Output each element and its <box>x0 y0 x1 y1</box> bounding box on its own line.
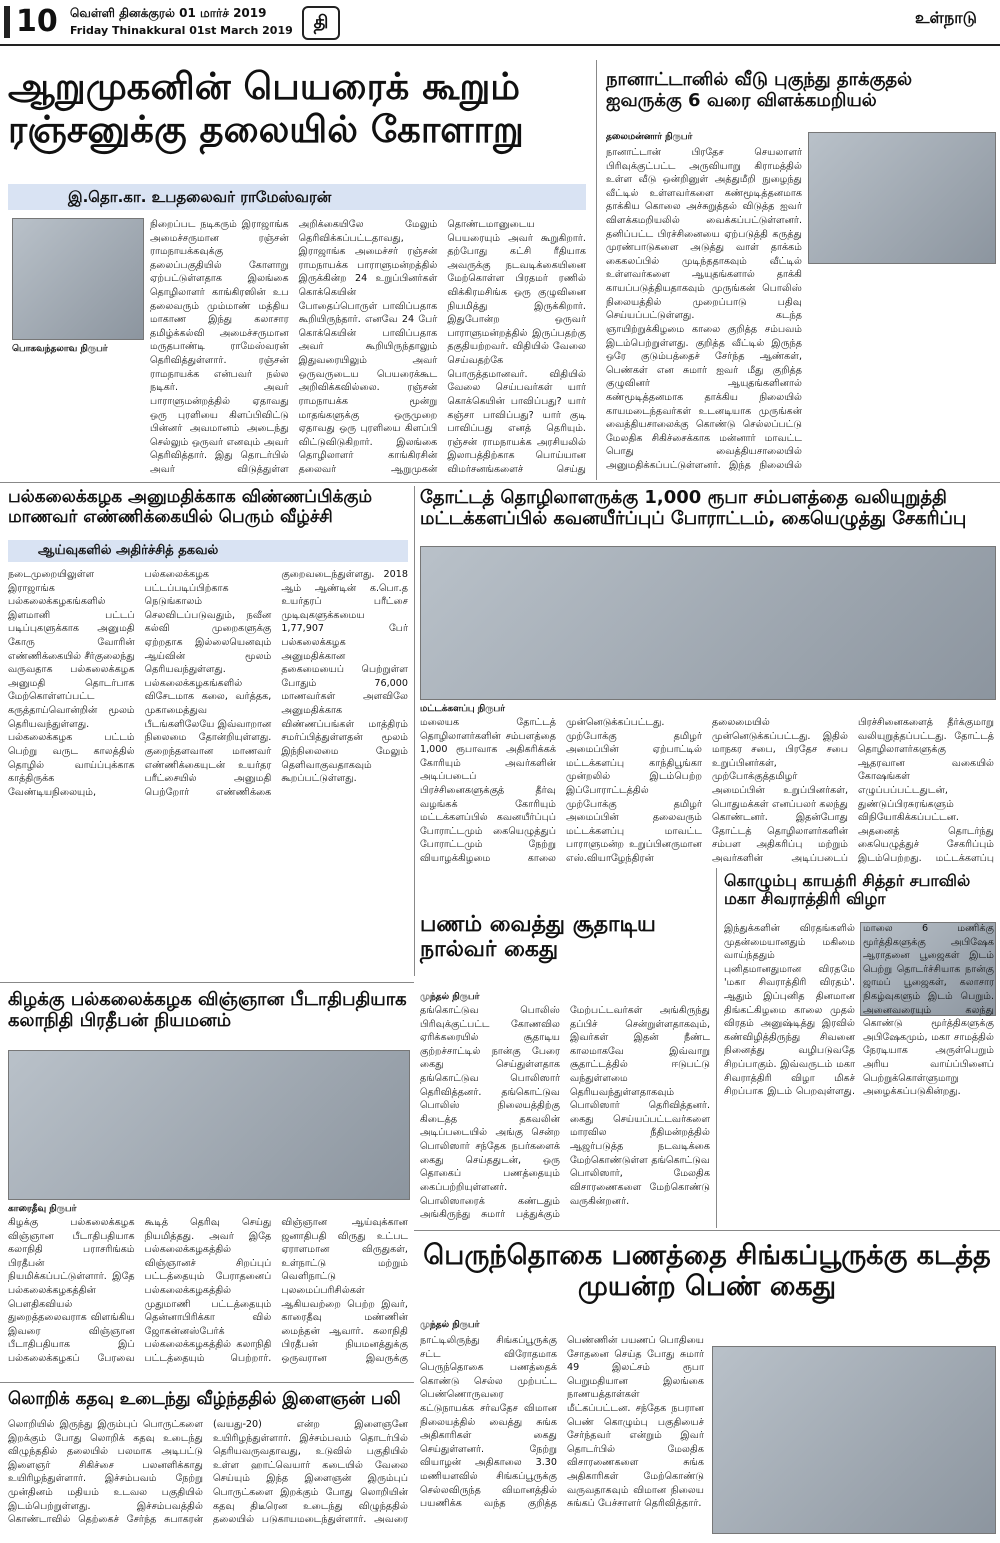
article-9-byline: முந்தல் நிருபர் <box>420 1320 480 1330</box>
article-4-body: மலையக தோட்டத் தொழிலாளர்களின் சம்பளத்தை 1,000 ரூபாவாக அதிகரிக்கக் கோரியும் அவர்களின் அடிப்படைப் பிரச்சினைகளுக்குத் தீர்வு வழங்கக் கோரியும் மட்டக்களப்பில் கவனயீர்ப்புப் போராட்டமும் கையெழுத்துப் போராட்டமும் நேற்று வியாழக்கிழமை காலை முன்னெடுக்கப்பட்டது. முற்போக்கு தமிழர் அமைப்பின் ஏற்பாட்டில் மட்டக்களப்பு காந்திபூங்கா முன்றலில் இடம்பெற்ற இப்போராட்டத்தில் முற்போக்கு தமிழர் அமைப்பின் தலைவரும் மட்டக்களப்பு மாவட்ட பாராளுமன்ற உறுப்பினருமான எஸ்.வியாழேந்திரன் தலைமையில் முன்னெடுக்கப்பட்டது. இதில் மாநகர சபை, பிரதேச சபை உறுப்பினர்கள், முற்போக்குத்தமிழர் அமைப்பின் உறுப்பினர்கள், பொதுமக்கள் எனப்பலர் கலந்து கொண்டனர். இதன்போது தோட்டத் தொழிலாளர்களின் சம்பள அதிகரிப்பு மற்றும் அவர்களின் அடிப்படைப் பிரச்சினைகளைத் தீர்க்குமாறு வலியுறுத்தப்பட்டது. தோட்டத் தொழிலாளர்களுக்கு ஆதரவான வகையில் கோஷங்கள் எழுப்பப்பட்டதுடன், துண்டுப்பிரசுரங்களும் விநியோகிக்கப்பட்டன. அதனைத் தொடர்ந்து கையெழுத்துச் சேகரிப்பும் இடம்பெற்றது. மட்டக்களப்பு <box>420 717 994 865</box>
article-1-headline: ஆறுமுகனின் பெயரைக் கூறும் ரஞ்சனுக்கு தலையில் கோளாறு <box>8 65 524 151</box>
article-2-headline: நானாட்டானில் வீடு புகுந்து தாக்குதல் ஐவருக்கு 6 வரை விளக்கமறியல் <box>606 69 913 111</box>
divider <box>414 486 415 976</box>
divider <box>0 982 414 983</box>
article-7-headline: கிழக்கு பல்கலைக்கழக விஞ்ஞான பீடாதிபதியாக கலாநிதி பிரதீபன் நியமனம் <box>8 989 407 1031</box>
article-5-body: தங்கொட்டுவ பொலிஸ் பிரிவுக்குட்பட்ட கோணவில ஏரிக்கரையில் சூதாடிய குற்றச்சாட்டில் நான்கு பேரை கைது செய்துள்ளதாக தங்கொட்டுவ பொலிஸார் தெரிவித்தனர். தங்கொட்டுவ பொலிஸ் நிலையத்திற்கு கிடைத்த தகவலின் அடிப்படையில் அங்கு சென்ற பொலிஸார் சந்தேக நபர்களைக் கைது செய்ததுடன், ஒரு தொகைப் பணத்தையும் கைப்பற்றியுள்ளனர். பொலிஸாரைக் கண்டதும் அங்கிருந்து சுமார் பத்துக்கும் மேற்பட்டவர்கள் அங்கிருந்து தப்பிச் சென்றுள்ளதாகவும், இவர்கள் இதன் நீண்ட காலமாகவே இவ்வாறு சூதாட்டத்தில் ஈடுபட்டு வந்துள்ளமை தெரியவந்துள்ளதாகவும் பொலிஸார் தெரிவித்தனர். கைது செய்யப்பட்டவர்களை மாரவில நீதிமன்றத்தில் ஆஜர்படுத்த நடவடிக்கை மேற்கொண்டுள்ள தங்கொட்டுவ பொலிஸார், மேலதிக விசாரணைகளை மேற்கொண்டு வருகின்றனர். <box>420 1005 710 1221</box>
article-6-body: இந்துக்களின் விரதங்களில் முதன்மையானதும் மகிமை வாய்ந்ததும் புனிதமானதுமான விரதமே 'மகா சிவராத்திரி விரதம்'. ஆதும் இப்புனித தினமான திங்கட்கிழமை காலை முதல் விரதம் அனுஷ்டித்து இரவில் கண்விழித்திருந்து சிவனை நினைத்து வழிபடுவதே சிறப்பாகும். இவ்வருடம் மகா சிவராத்திரி விழா மிகச் சிறப்பாக இடம் பெறவுள்ளது. மாலை 6 மணிக்கு மூர்த்திகளுக்கு அபிஷேக ஆராதனை பூஜைகள் இடம் பெற்று தொடர்ச்சியாக நான்கு ஜாமப் பூஜைகள், கலாசார நிகழ்வுகளும் இடம் பெறும். அனைவரையும் கலந்து கொண்டு மூர்த்திகளுக்கு அபிஷேகமும், மகா சாமத்தில் நேரடியாக அருள்பெறும் அரிய வாய்ப்பினைப் பெற்றுக்கொள்ளுமாறு அழைக்கப்படுகின்றது. <box>724 923 994 1098</box>
article-9-photo-customs <box>712 1346 996 1534</box>
article-9-body: நாட்டிலிருந்து சிங்கப்பூருக்கு சட்ட விரோதமாக பெருந்தொகை பணத்தைக் கொண்டு செல்ல முற்பட்ட பெண்ணொருவரை கட்டுநாயக்க சர்வதேச விமான நிலையத்தில் வைத்து சுங்க அதிகாரிகள் கைது செய்துள்ளனர். நேற்று வியாழன் அதிகாலை 3.30 மணியளவில் சிங்கப்பூருக்கு செல்லவிருந்த விமானத்தில் பயணிக்க வந்த குறித்த பெண்ணின் பயணப் பொதியை சோதனை செய்த போது சுமார் 49 இலட்சம் ரூபா பெறுமதியான இலங்கை நாணயத்தாள்கள் மீட்கப்பட்டன. சந்தேக நபரான பெண் கொழும்பு பகுதியைச் சேர்ந்தவர் என்றும் இவர் தொடர்பில் மேலதிக விசாரணைகளை சுங்க அதிகாரிகள் மேற்கொண்டு வருவதாகவும் விமான நிலைய சுங்கப் பேச்சாளர் தெரிவித்தார். <box>420 1335 704 1510</box>
article-7-byline: காரைதீவு நிருபர் <box>8 1204 77 1214</box>
masthead-date-tamil: வெள்ளி தினக்குரல் 01 மார்ச் 2019 <box>70 6 267 20</box>
article-4-photo-protest <box>420 546 996 700</box>
divider <box>414 1230 1000 1231</box>
page-number: 10 <box>16 4 58 39</box>
article-5-byline: முந்தல் நிருபர் <box>420 992 480 1002</box>
masthead-date-english: Friday Thinakkural 01st March 2019 <box>70 24 293 37</box>
section-name: உள்நாடு <box>915 8 977 27</box>
article-7-body: கிழக்கு பல்கலைக்கழக விஞ்ஞான பீடாதிபதியாக கலாநிதி பராசரிங்கம் பிரதீபன் நியமிக்கப்பட்டுள்ளார். இதே பல்கலைக்கழகத்தின் பௌதிகவியல் துறைத்தலைவராக விளங்கிய இவரை விஞ்ஞான பீடாதிபதியாக இப் பல்கலைக்கழகப் பேரவை கூடித் தெரிவு செய்து நியமித்தது. அவர் இதே பல்கலைக்கழகத்தில் விஞ்ஞானச் சிறப்புப் பட்டத்தையும் பேராதனைப் பல்கலைக்கழகத்தில் முதுமாணி பட்டத்தையும் தென்னாபிரிக்கா வில் ஜோகன்னஸ்பேர்க் பல்கலைக்கழகத்தில் கலாநிதி பட்டத்தையும் பெற்றார். விஞ்ஞான ஆய்வுக்கான ஜனாதிபதி விருது உட்பட ஏராளமான விருதுகள், உள்நாட்டு மற்றும் வெளிநாட்டு புலமைப்பரிசில்கள் ஆகியவற்றை பெற்ற இவர், காரைதீவு மண்ணின் மைந்தன் ஆவார். கலாநிதி பிரதீபன் நியமனத்துக்கு ஒருவரான இவருக்கு <box>8 1217 408 1365</box>
divider <box>0 482 1000 483</box>
article-1-subhead: இ.தொ.கா. உபதலைவர் ராமேஸ்வரன் <box>8 184 586 210</box>
article-2-body: நானாட்டான் பிரதேச செயலாளர் பிரிவுக்குட்பட்ட அருவியாறு கிராமத்தில் உள்ள வீடு ஒன்றினுள் அத்துமீறி நுழைந்து வீட்டில் உள்ளவர்களை கண்மூடித்தனமாக தாக்கிய கொலை அச்சுறுத்தல் விடுத்த ஐவர் விளக்கமறியலில் வைக்கப்பட்டுள்ளனர். தனிப்பட்ட பிரச்சினையை ஏற்படுத்தி கருத்து முரண்பாடுகளை அடுத்து வாள் தாக்கம் கைகலப்பில் முடிந்ததாகவும் வீட்டில் உள்ளவர்களை ஆயுதங்களால் தாக்கி காயப்படுத்தியதாகவும் முருங்கன் பொலிஸ் நிலையத்தில் முறைப்பாடு பதிவு செய்யப்பட்டுள்ளது. கடந்த ஞாயிற்றுக்கிழமை காலை குறித்த சம்பவம் இடம்பெற்றுள்ளது. குறித்த வீட்டில் இருந்த ஒரே குடும்பத்தைச் சேர்ந்த ஆண்கள், பெண்கள் என சுமார் ஐவர் மீது குறித்த குழுவினர் ஆயுதங்களினால் கண்மூடித்தனமாக தாக்கிய நிலையில் காயமடைந்தவர்கள் உடனடியாக முருங்கன் வைத்தியசாலைக்கு கொண்டு செல்லப்பட்டு மேலதிக சிகிச்சைக்காக மன்னார் மாவட்ட பொது வைத்தியசாலையில் அனுமதிக்கப்பட்டுள்ளனர். இந்த நிலையில் <box>606 147 802 472</box>
divider <box>596 60 597 480</box>
article-2-photo-police-station <box>808 132 996 264</box>
article-3-body: நடைமுறையிலுள்ள இராஜாங்க பல்கலைக்கழகங்களில் இளமானி பட்டப் படிப்புகளுக்காக அனுமதி கோரு வோரின் எண்ணிக்கையில் சீர்குலைந்து வருவதாக பல்கலைக்கழக அனுமதி தொடர்பாக மேற்கொள்ளப்பட்ட கருத்தாய்வொன்றின் மூலம் தெரியவந்துள்ளது. பல்கலைக்கழக பட்டம் பெற்று வருட காலத்தில் தொழில் வாய்ப்புக்காக காத்திருக்க வேண்டியநிலையும், பல்கலைக்கழக பட்டப்படிப்பிற்காக நெடுங்காலம் செலவிடப்படுவதும், நவீன கல்வி முறைகளுக்கு ஏற்றதாக இல்லையெனவும் ஆய்வின் மூலம் தெரியவந்துள்ளது. பல்கலைக்கழகங்களில் விசேடமாக கலை, வர்த்தக, முகாமைத்துவ பீடங்களிலேயே இவ்வாறான நிலைமை தோன்றியுள்ளது. குறைந்தளவான மாணவர் எண்ணிக்கையுடன் உயர்தர பரீட்சையில் அனுமதி பெற்றோர் எண்ணிக்கை குறைவடைந்துள்ளது. 2018 ஆம் ஆண்டின் க.பொ.த உயர்தரப் பரீட்சை முடிவுகளுக்கமைய 1,77,907 பேர் பல்கலைக்கழக அனுமதிக்கான தகைமையைப் பெற்றுள்ள போதும் 76,000 மாணவர்கள் அளவிலே அனுமதிக்காக விண்ணப்பங்கள் மாத்திரம் சமர்ப்பித்துள்ளதன் மூலம் இந்நிலைமை மேலும் தெளிவாகுவதாகவும் கூறப்பட்டுள்ளது. <box>8 569 408 798</box>
article-6-headline: கொழும்பு காயத்ரி சித்தர் சபாவில் மகா சிவராத்திரி விழா <box>724 871 971 909</box>
article-7-photo-group <box>8 1050 410 1200</box>
article-1-body: நிறைப்பட நடிகரும் இராஜாங்க அமைச்சருமான ரஞ்சன் ராமநாயக்கவுக்கு தலைப்பகுதியில் கோளாறு ஏற்பட்டுள்ளதாக இலங்கை தொழிலாளர் காங்கிரஸின் உப தலைவரும் மும்மாண் மத்திய மாகாண இந்து கலாசார தமிழ்க்கல்வி அமைச்சருமான மருதபாண்டி ராமேஸ்வரன் தெரிவித்துள்ளார். ரஞ்சன் ராமநாயக்க என்பவர் நல்ல நடிகர். அவர் பாராளுமன்றத்தில் ஏதாவது ஒரு புரளியை கிளப்பிவிட்டு பின்னர் அவமானம் அடைந்து செல்லும் ஒருவர் எனவும் அவர் தெரிவித்தார். இது தொடர்பில் அவர் விடுத்துள்ள அறிக்கையிலே மேலும் தெரிவிக்கப்பட்டதாவது, இராஜாங்க அமைச்சர் ரஞ்சன் ராமநாயக்க பாராளுமன்றத்தில் இருக்கின்ற 24 உறுப்பினர்கள் கொக்கெயின் போதைப்பொருள் பாவிப்பதாக கூறியிருந்தார். எனவே 24 பேர் கொக்கெயின் பாவிப்பதாக அவர் கூறியிருந்தாலும் இதுவரையிலும் அவர் ஒருவருடைய பெயரைக்கூட அறிவிக்கவில்லை. ரஞ்சன் ராமநாயக்க மூன்று மாதங்களுக்கு ஒருமுறை ஏதாவது ஒரு புரளியை கிளப்பி விட்டுவிடுகிறார். இலங்கை தொழிலாளர் காங்கிரசின் தலைவர் ஆறுமுகன் தொண்டமானுடைய பெயரையும் அவர் கூறுகிறார். தற்போது கட்சி ரீதியாக அவருக்கு நடவடிக்கையினை மேற்கொள்ள பிரதமர் ரணில் விக்கிரமசிங்க ஒரு குழுவினை நியமித்து இருக்கிறார். இதுபோன்ற ஒருவர் பாராளுமன்றத்தில் இருப்பதற்கு தகுதியற்றவர். விதியில் வேலை செய்வதற்கே பொருத்தமானவர். விதியில் வேலை செய்பவர்கள் யார் கொக்கெயின் பாவிப்பது? யார் கஞ்சா பாவிப்பது? யார் குடி பாவிப்பது எனத் தெரியும். ரஞ்சன் ராமநாயக்க அரசியலில் இலாபத்திற்காக பொய்யான விமர்சனங்களைச் செய்து <box>150 219 586 475</box>
article-5-headline: பணம் வைத்து சூதாடிய நால்வர் கைது <box>420 912 656 963</box>
article-4-headline: தோட்டத் தொழிலாளருக்கு 1,000 ரூபா சம்பளத்தை வலியுறுத்தி மட்டக்களப்பில் கவனயீர்ப்புப் போராட்டம், கையெழுத்து சேகரிப்பு <box>420 487 967 529</box>
article-3-headline: பல்கலைக்கழக அனுமதிக்காக விண்ணப்பிக்கும் மாணவர் எண்ணிக்கையில் பெரும் வீழ்ச்சி <box>8 487 373 527</box>
article-9-headline: பெருந்தொகை பணத்தை சிங்கப்பூருக்கு கடத்த முயன்ற பெண் கைது <box>423 1240 991 1303</box>
article-4-byline: மட்டக்களப்பு நிருபர் <box>420 704 505 714</box>
article-1-body-lead <box>12 358 144 480</box>
article-8-body: லொறியில் இருந்து இரும்புப் பொருட்களை இறக்கும் போது லொறிக் கதவு உடைந்து விழுந்ததில் தலையில் பலமாக அடிபட்டு இளைஞர் சிகிச்சை பலனளிக்காது உயிரிழந்துள்ளார். இச்சம்பவம் நேற்று முன்தினம் மதியம் உடவல பகுதியில் இடம்பெற்றுள்ளது. இச்சம்பவத்தில் கொண்டாவில் தெற்கைச் சேர்ந்த சுபாகரன் (வயது-20) என்ற இளைஞனே உயிரிழந்துள்ளார். இச்சம்பவம் தொடர்பில் தெரியவருவதாவது, உடுவில் பகுதியில் உள்ள ஹாட்வெயார் கடையில் வேலை செய்யும் இந்த இளைஞன் இரும்புப் பொருட்களை இறக்கும் போது லொறியின் கதவு திடீரென உடைந்து விழுந்ததில் தலையில் படுகாயமடைந்துள்ளார். அவரை <box>8 1419 408 1526</box>
divider <box>0 1382 414 1383</box>
page-number-bar <box>4 6 10 38</box>
article-1-portrait <box>12 218 144 340</box>
logo-icon: தி <box>302 6 340 40</box>
article-3-subhead: ஆய்வுகளில் அதிர்ச்சித் தகவல் <box>8 540 408 562</box>
article-2-byline: தலைமன்னார் நிருபர் <box>606 132 693 142</box>
article-1-byline: பொகவந்தலாவ நிருபர் <box>12 344 108 354</box>
divider <box>716 868 717 1228</box>
article-8-headline: லொறிக் கதவு உடைந்து வீழ்ந்ததில் இளைஞன் பலி <box>8 1389 401 1409</box>
